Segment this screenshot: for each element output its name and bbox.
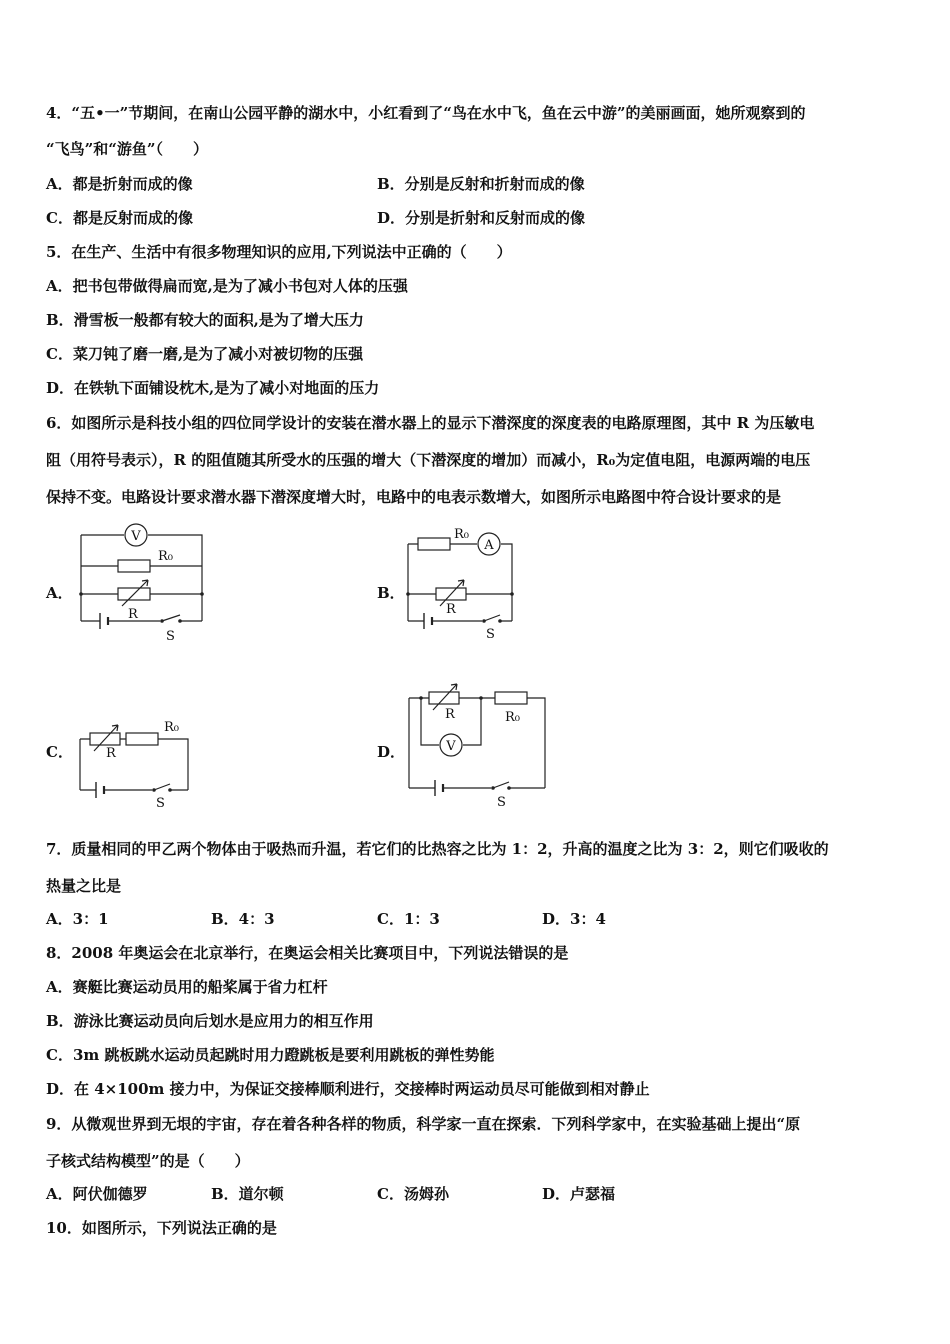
switch-icon <box>168 788 172 792</box>
circuit-b <box>404 524 520 644</box>
svg-text:R₀: R₀ <box>164 720 179 735</box>
q5-option-d: D．在铁轨下面铺设枕木,是为了减小对地面的压力 <box>46 379 380 397</box>
q8-option-b: B．游泳比赛运动员向后划水是应用力的相互作用 <box>46 1012 374 1030</box>
q4-stem-line2: “飞鸟”和“游鱼”（ ） <box>46 140 209 158</box>
q5-option-a: A．把书包带做得扁而宽,是为了减小书包对人体的压强 <box>46 277 408 295</box>
fixed-resistor-r0 <box>118 560 150 572</box>
svg-text:R: R <box>445 707 455 722</box>
q4-option-b: B．分别是反射和折射而成的像 <box>377 175 585 193</box>
svg-text:S: S <box>497 795 506 810</box>
fixed-resistor-r0 <box>126 733 158 745</box>
svg-text:R₀: R₀ <box>454 527 469 542</box>
switch-icon <box>498 619 502 623</box>
svg-text:R₀: R₀ <box>505 710 520 725</box>
q5-option-c: C．菜刀钝了磨一磨,是为了减小对被切物的压强 <box>46 345 364 363</box>
q8-stem: 8．2008 年奥运会在北京举行，在奥运会相关比赛项目中，下列说法错误的是 <box>46 944 569 962</box>
svg-text:R: R <box>128 607 138 622</box>
svg-text:R: R <box>106 746 116 761</box>
q6-label-c: C． <box>46 743 73 761</box>
svg-text:V: V <box>446 739 456 754</box>
q4-option-d: D．分别是折射和反射而成的像 <box>377 209 586 227</box>
circuit-d <box>405 681 551 811</box>
switch-icon <box>178 619 182 623</box>
svg-text:V: V <box>131 529 141 544</box>
q7-option-d: D．3：4 <box>542 910 606 928</box>
q6-label-b: B． <box>377 584 405 602</box>
q9-option-c: C．汤姆孙 <box>377 1185 449 1203</box>
circuit-c <box>76 715 194 811</box>
q6-label-a: A． <box>46 584 73 602</box>
voltmeter-icon <box>125 524 147 546</box>
q6-label-d: D． <box>377 743 406 761</box>
q7-stem-line2: 热量之比是 <box>46 877 122 895</box>
q8-option-d: D．在 4×100m 接力中，为保证交接棒顺利进行，交接棒时两运动员尽可能做到相对静止 <box>46 1080 650 1098</box>
svg-text:S: S <box>486 627 495 642</box>
q9-option-a: A．阿伏伽德罗 <box>46 1185 148 1203</box>
q10-stem: 10．如图所示，下列说法正确的是 <box>46 1219 277 1237</box>
q4-option-c: C．都是反射而成的像 <box>46 209 193 227</box>
fixed-resistor-r0 <box>495 692 527 704</box>
q7-option-b: B．4：3 <box>211 910 275 928</box>
voltmeter-icon <box>440 734 462 756</box>
q9-option-d: D．卢瑟福 <box>542 1185 616 1203</box>
q4-stem-line1: 4．“五•一”节期间，在南山公园平静的湖水中，小红看到了“鸟在水中飞，鱼在云中游”的美丽画面，她所观察到的 <box>46 104 806 122</box>
q7-option-c: C．1：3 <box>377 910 440 928</box>
ammeter-icon <box>478 533 500 555</box>
q4-option-a: A．都是折射而成的像 <box>46 175 193 193</box>
q6-stem-line1: 6．如图所示是科技小组的四位同学设计的安装在潜水器上的显示下潜深度的深度表的电路原理图，其中 R 为压敏电 <box>46 414 815 432</box>
q8-option-a: A．赛艇比赛运动员用的船桨属于省力杠杆 <box>46 978 328 996</box>
svg-text:A: A <box>484 538 494 553</box>
q6-stem-line3: 保持不变。电路设计要求潜水器下潜深度增大时，电路中的电表示数增大，如图所示电路图中符合设计要求的是 <box>46 488 782 506</box>
q6-stem-line2: 阻（用符号表示），R 的阻值随其所受水的压强的增大（下潜深度的增加）而减小，R₀为定值电阻，电源两端的电压 <box>46 451 811 469</box>
q7-stem-line1: 7．质量相同的甲乙两个物体由于吸热而升温，若它们的比热容之比为 1：2，升高的温度之比为 3：2，则它们吸收的 <box>46 840 829 858</box>
svg-text:S: S <box>166 629 175 644</box>
svg-text:R₀: R₀ <box>158 549 173 564</box>
svg-text:S: S <box>156 796 165 811</box>
q9-option-b: B．道尔顿 <box>211 1185 284 1203</box>
q7-option-a: A．3：1 <box>46 910 109 928</box>
q5-stem: 5．在生产、生活中有很多物理知识的应用,下列说法中正确的（ ） <box>46 243 512 261</box>
q9-stem-line1: 9．从微观世界到无垠的宇宙，存在着各种各样的物质，科学家一直在探索．下列科学家中，在实验基础上提出“原 <box>46 1115 801 1133</box>
q8-option-c: C．3m 跳板跳水运动员起跳时用力蹬跳板是要利用跳板的弹性势能 <box>46 1046 495 1064</box>
circuit-a <box>78 522 208 644</box>
switch-icon <box>507 786 511 790</box>
q9-stem-line2: 子核式结构模型”的是（ ） <box>46 1152 250 1170</box>
q5-option-b: B．滑雪板一般都有较大的面积,是为了增大压力 <box>46 311 364 329</box>
svg-text:R: R <box>446 602 456 617</box>
fixed-resistor-r0 <box>418 538 450 550</box>
